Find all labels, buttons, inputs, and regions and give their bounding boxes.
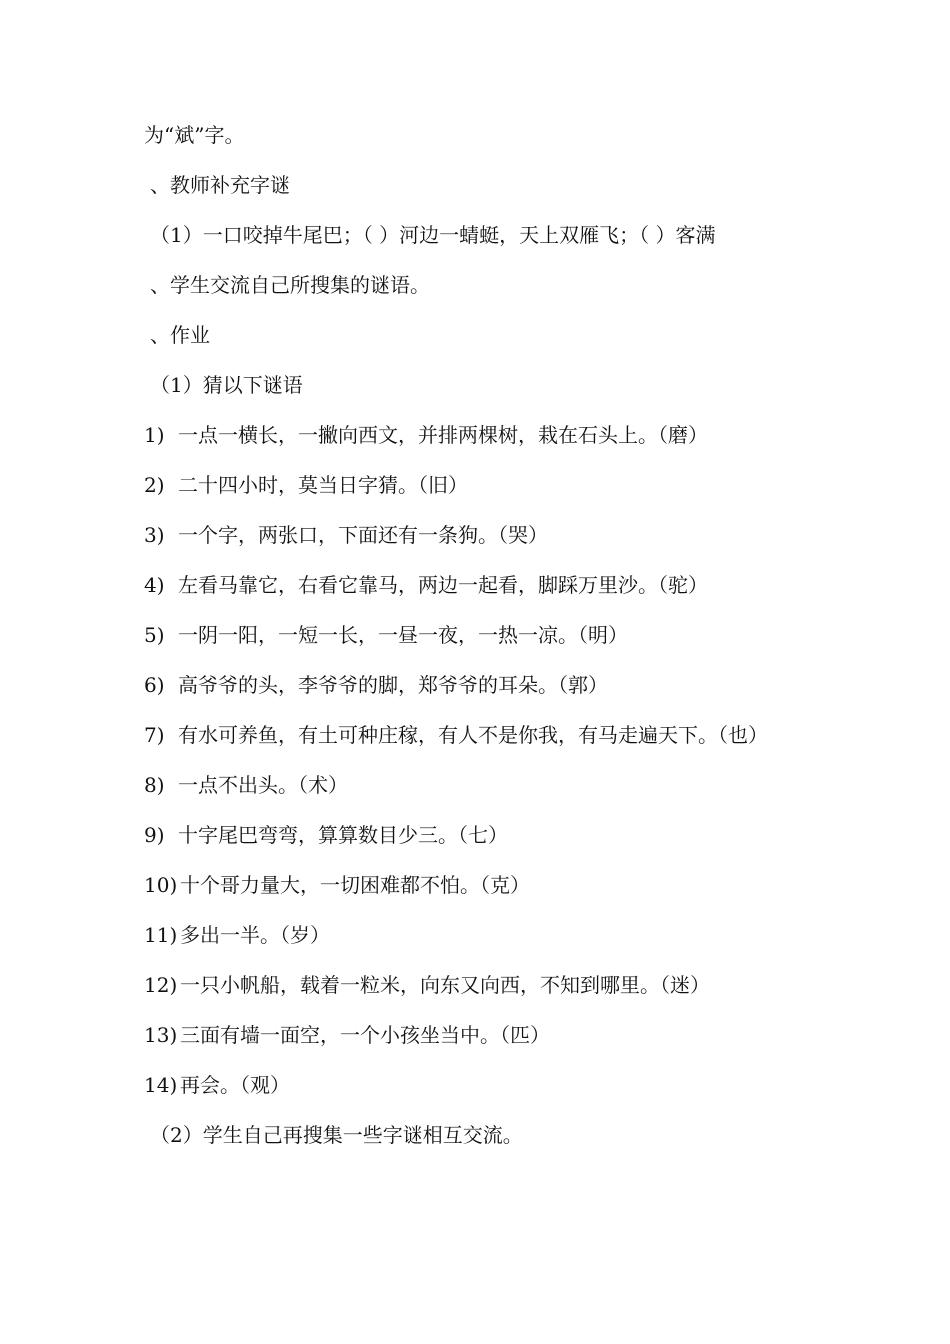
riddle-text: 二十四小时，莫当日字猜。（旧） xyxy=(178,473,468,497)
riddle-number: 12) xyxy=(144,973,178,997)
section-heading-student-exchange: 、学生交流自己所搜集的谜语。 xyxy=(150,273,430,297)
riddle-text: 一个字，两张口，下面还有一条狗。（哭） xyxy=(178,523,548,547)
subheading-guess-riddles: （1）猜以下谜语 xyxy=(150,373,303,397)
riddle-item xyxy=(144,872,530,898)
riddle-item xyxy=(144,522,548,548)
riddle-number: 6) xyxy=(144,673,165,697)
riddle-item xyxy=(144,772,348,798)
riddle-item xyxy=(144,922,330,948)
riddle-item xyxy=(144,472,468,498)
riddle-number: 1) xyxy=(144,423,165,447)
section-heading-teacher-riddles: 、教师补充字谜 xyxy=(150,173,290,197)
riddle-text: 一阴一阳，一短一长，一昼一夜，一热一凉。（明） xyxy=(178,623,628,647)
riddle-text: 十字尾巴弯弯，算算数目少三。（七） xyxy=(178,823,508,847)
riddle-number: 10) xyxy=(144,873,178,897)
text-line: （2）学生自己再搜集一些字谜相互交流。 xyxy=(150,1123,523,1147)
riddle-text: 一点一横长，一撇向西文，并排两棵树，栽在石头上。（磨） xyxy=(178,423,708,447)
riddle-number: 14) xyxy=(144,1073,178,1097)
riddle-number: 13) xyxy=(144,1023,178,1047)
riddle-item xyxy=(144,972,710,998)
riddle-text: 有水可养鱼，有土可种庄稼，有人不是你我，有马走遍天下。（也） xyxy=(178,723,768,747)
text-line: 为“斌”字。 xyxy=(144,123,245,147)
riddle-item xyxy=(144,1022,550,1048)
riddle-number: 9) xyxy=(144,823,165,847)
riddle-text: 一只小帆船，载着一粒米，向东又向西，不知到哪里。（迷） xyxy=(180,973,710,997)
riddle-number: 5) xyxy=(144,623,165,647)
riddle-item xyxy=(144,1072,290,1098)
riddle-item xyxy=(144,572,708,598)
riddle-text: 十个哥力量大，一切困难都不怕。（克） xyxy=(180,873,530,897)
riddle-text: 再会。（观） xyxy=(180,1073,290,1097)
riddle-text: 多出一半。（岁） xyxy=(180,923,330,947)
riddle-text: 左看马靠它，右看它靠马，两边一起看，脚踩万里沙。（驼） xyxy=(178,573,708,597)
riddle-number: 4) xyxy=(144,573,165,597)
riddle-number: 11) xyxy=(144,923,178,947)
riddle-item xyxy=(144,422,708,448)
riddle-text: 高爷爷的头，李爷爷的脚，郑爷爷的耳朵。（郭） xyxy=(178,673,608,697)
riddle-text: 三面有墙一面空，一个小孩坐当中。（匹） xyxy=(180,1023,550,1047)
riddle-number: 7) xyxy=(144,723,165,747)
riddle-item xyxy=(144,672,608,698)
riddle-item xyxy=(144,622,628,648)
riddle-number: 3) xyxy=(144,523,165,547)
section-heading-homework: 、作业 xyxy=(150,323,210,347)
riddle-text: 一点不出头。（术） xyxy=(178,773,348,797)
riddle-number: 8) xyxy=(144,773,165,797)
text-line: （1）一口咬掉牛尾巴；（ ）河边一蜻蜓，天上双雁飞；（ ）客满 xyxy=(150,223,716,247)
riddle-number: 2) xyxy=(144,473,165,497)
riddle-item xyxy=(144,722,768,748)
riddle-item xyxy=(144,822,508,848)
